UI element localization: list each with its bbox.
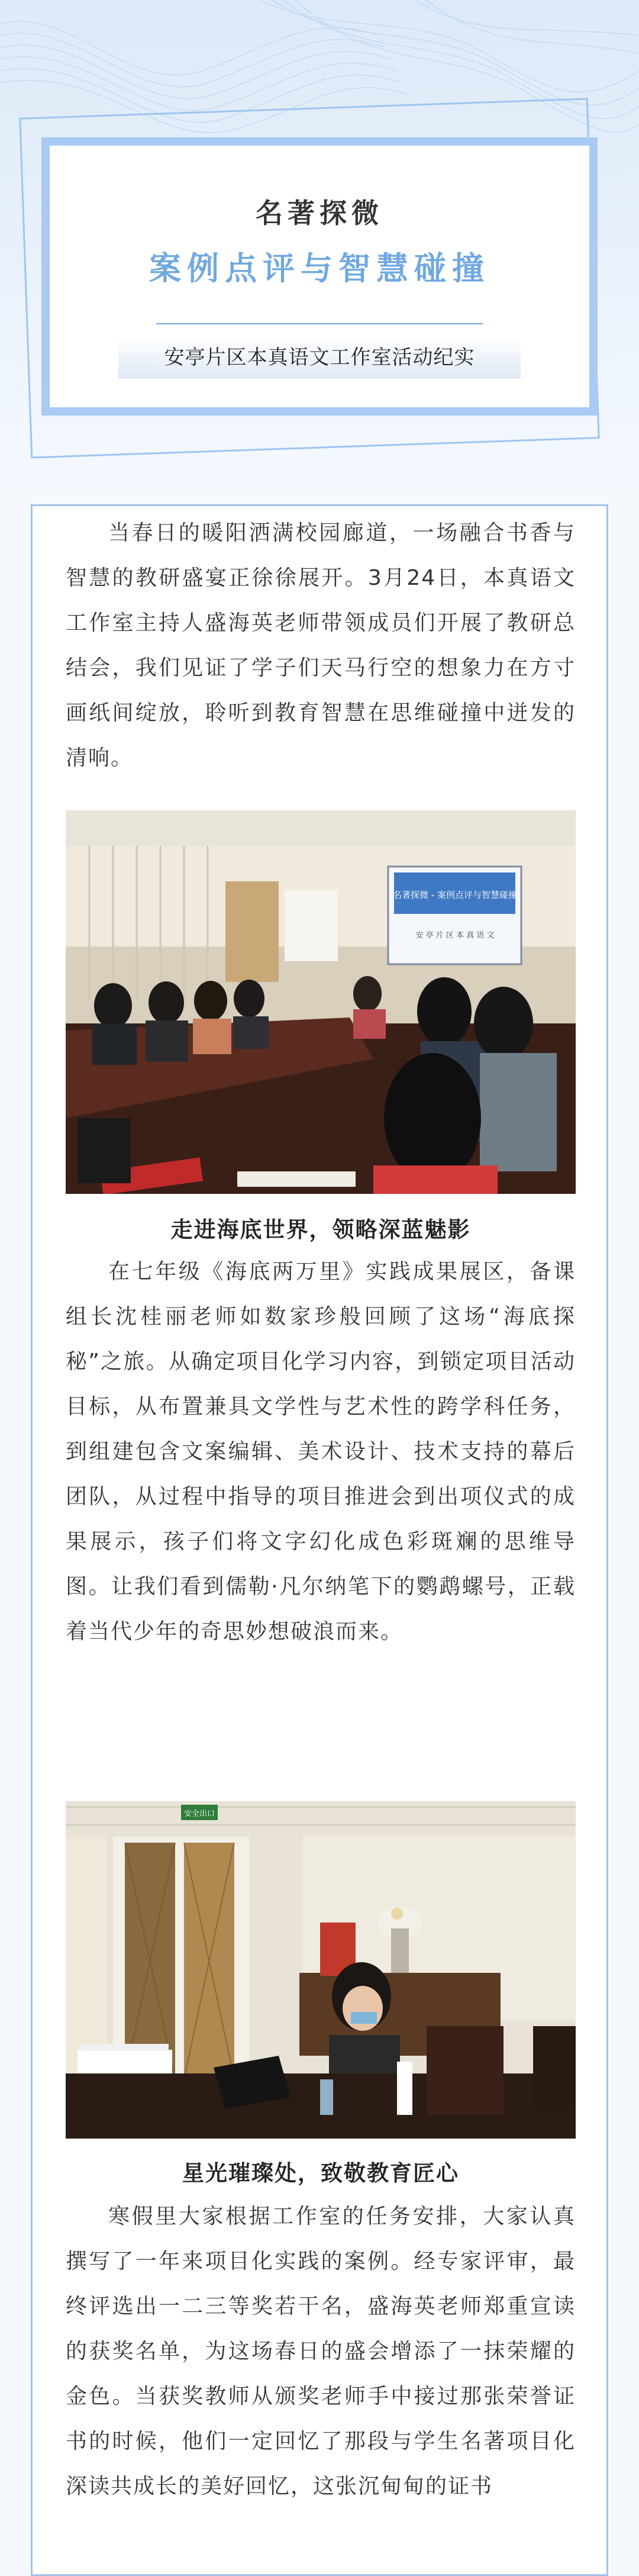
title-tag-banner: 安亭片区本真语文工作室活动纪实 bbox=[118, 336, 521, 379]
section2-heading: 星光璀璨处，致敬教育匠心 bbox=[182, 2160, 459, 2186]
intro-paragraph: 当春日的暖阳洒满校园廊道，一场融合书香与智慧的教研盛宴正徐徐展开。3月24日，本真语文工作室主持人盛海英老师带领成员们开展了教研总结会，我们见证了学子们天马行空的想象力在方寸画纸间绽放，聆听到教育智慧在思维碰撞中迸发的清响。 bbox=[66, 521, 576, 770]
section2-paragraph: 寒假里大家根据工作室的任务安排，大家认真撰写了一年来项目化实践的案例。经专家评审，最终评选出一二三等奖若干名，盛海英老师郑重宣读的获奖名单，为这场春日的盛会增添了一抹荣耀的金色。当获奖教师从颁奖老师手中接过那张荣誉证书的时候，他们一定回忆了那段与学生名著项目化深读共成长的美好回忆，这张沉甸甸的证书 bbox=[66, 2204, 576, 2498]
article-card bbox=[31, 504, 608, 2576]
page-title: 名著探微 bbox=[256, 197, 383, 229]
projector-screen-title: 名著探微 - 案例点评与智慧碰撞 bbox=[393, 890, 517, 900]
exit-sign-text: 安全出口 bbox=[183, 1809, 215, 1818]
title-divider bbox=[156, 323, 483, 324]
projector-screen-line: 安 亭 片 区 本 真 语 文 bbox=[415, 931, 495, 940]
section1-heading: 走进海底世界，领略深蓝魅影 bbox=[170, 1217, 471, 1242]
section1-paragraph: 在七年级《海底两万里》实践成果展区，备课组长沈桂丽老师如数家珍般回顾了这场“海底探秘”之旅。从确定项目化学习内容，到锁定项目活动目标，从布置兼具文学性与艺术性的跨学科任务，到组建包含文案编辑、美术设计、技术支持的幕后团队，从过程中指导的项目推进会到出项仪式的成果展示，孩子们将文字幻化成色彩斑斓的思维导图。让我们看到儒勒·凡尔纳笔下的鹦鹉螺号，正载着当代少年的奇思妙想破浪而来。 bbox=[66, 1260, 576, 1644]
meeting-room-photo bbox=[66, 810, 576, 1194]
teacher-presenting-photo bbox=[66, 1801, 576, 2139]
title-card bbox=[41, 137, 598, 416]
page-subtitle: 案例点评与智慧碰撞 bbox=[149, 250, 490, 287]
